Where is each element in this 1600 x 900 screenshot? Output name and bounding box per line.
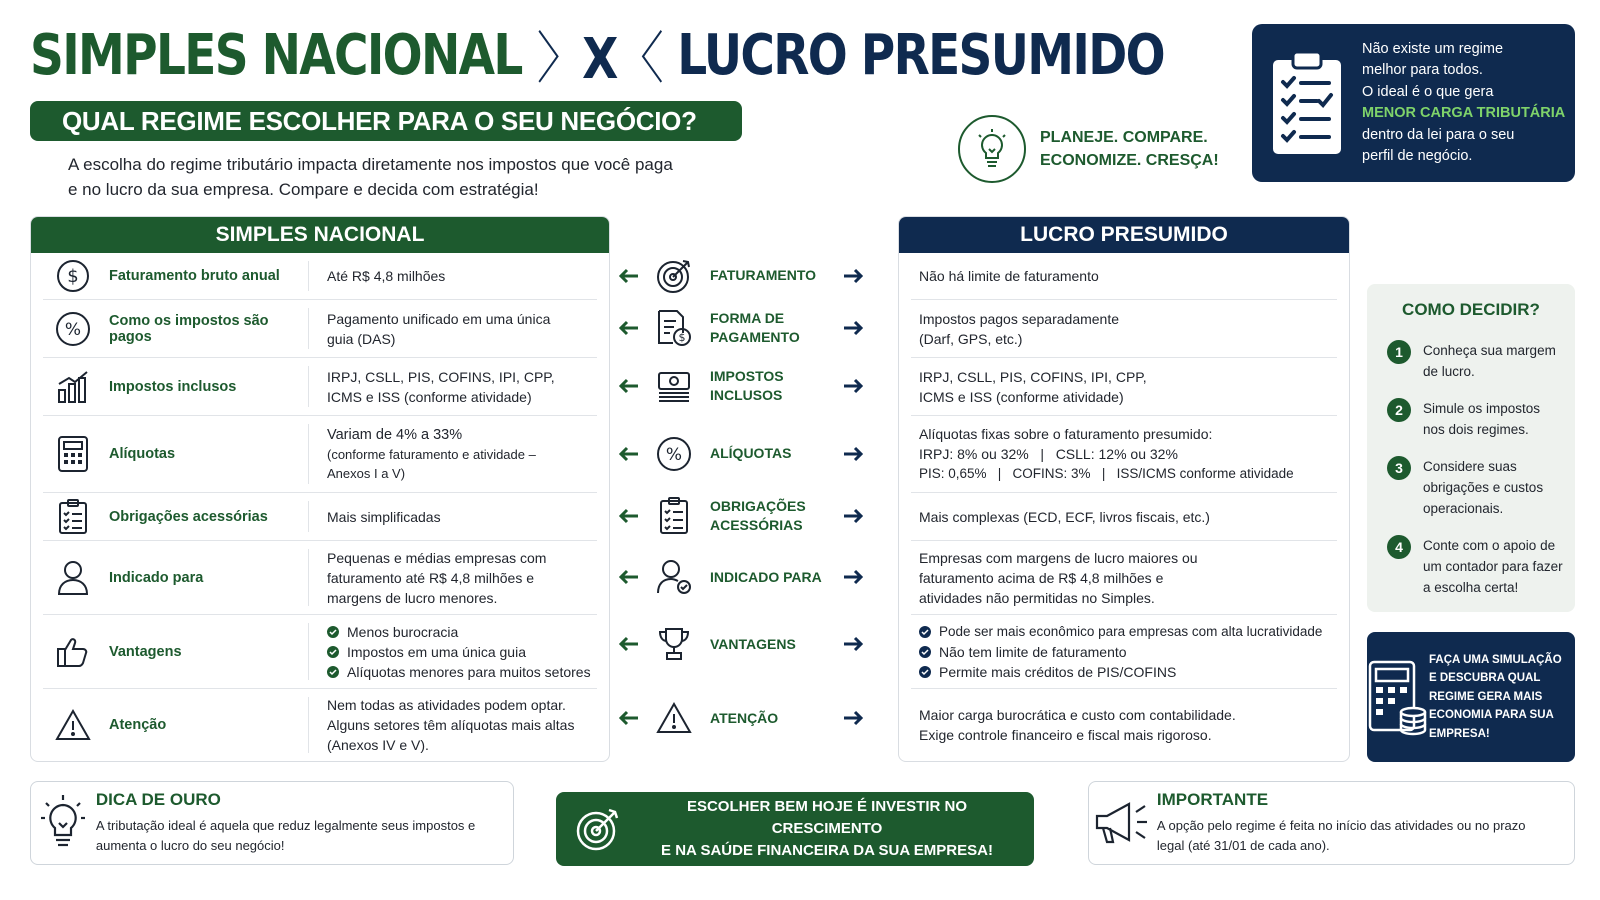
calculator-icon <box>43 435 103 473</box>
percent-icon <box>646 436 702 472</box>
simples-advantage-item: Impostos em uma única guia <box>327 642 597 662</box>
arrow-left-icon <box>612 378 646 394</box>
title-presumido: LUCRO PRESUMIDO <box>677 22 1164 88</box>
decide-title: COMO DECIDIR? <box>1402 300 1540 319</box>
check-icon <box>919 666 931 678</box>
important-title: IMPORTANTE <box>1156 790 1269 809</box>
calculator-coins-icon <box>1367 656 1429 738</box>
check-icon <box>327 666 339 678</box>
compare-row-aliquotas: % ALÍQUOTAS <box>612 415 874 492</box>
compare-row-atencao: ATENÇÃO <box>612 688 874 748</box>
simples-row-impostos: Impostos inclusos IRPJ, CSLL, PIS, COFINS, IPI, CPP, ICMS e ISS (conforme atividade) <box>43 358 597 416</box>
lightbulb-icon <box>958 115 1026 183</box>
compare-row-faturamento: FATURAMENTO <box>612 252 874 299</box>
important-text: A opção pelo regime é feita no início das atividades ou no prazo legal (até 31/01 de cada ano). <box>1156 818 1526 853</box>
subtitle-banner: QUAL REGIME ESCOLHER PARA O SEU NEGÓCIO? <box>30 101 742 141</box>
presumido-row-pagamento: Impostos pagos separadamente (Darf, GPS, etc.) <box>911 300 1337 358</box>
check-icon <box>919 646 931 658</box>
simples-row-aliquotas: Alíquotas Variam de 4% a 33% (conforme faturamento e atividade – Anexos I a V) <box>43 416 597 493</box>
arrow-left-icon <box>612 710 646 726</box>
person-check-icon <box>646 559 702 595</box>
presumido-row-aliquotas: Alíquotas fixas sobre o faturamento presumido: IRPJ: 8% ou 32% | CSLL: 12% ou 32% PIS: 0,65% | COFINS: 3% | ISS/ICMS conforme atividade <box>911 416 1337 493</box>
simples-row-faturamento: $ Faturamento bruto anual Até R$ 4,8 milhões <box>43 253 597 300</box>
presumido-row-indicado: Empresas com margens de lucro maiores ou faturamento acima de R$ 4,8 milhões e atividades não permitidas no Simples. <box>911 541 1337 615</box>
presumido-row-vantagens <box>911 615 1337 689</box>
simples-row-obrigacoes: Obrigações acessórias Mais simplificadas <box>43 493 597 541</box>
dollar-icon <box>43 259 103 293</box>
arrow-right-icon <box>836 268 870 284</box>
presumido-row-atencao: Maior carga burocrática e custo com contabilidade. Exige controle financeiro e fiscal mais rigoroso. <box>919 707 1236 743</box>
arrow-right-icon <box>836 446 870 462</box>
compare-row-obrigacoes: OBRIGAÇÕES ACESSÓRIAS <box>612 492 874 540</box>
decide-step: 3 Considere suas obrigações e custos operacionais. <box>1387 456 1565 519</box>
warning-icon <box>43 709 103 741</box>
arrow-left-icon <box>612 636 646 652</box>
presumido-row-obrigacoes: Mais complexas (ECD, ECF, livros fiscais, etc.) <box>911 493 1337 541</box>
intro-text: A escolha do regime tributário impacta diretamente nos impostos que você paga e no lucro da sua empresa. Compare e decida com estratégia! <box>68 155 673 199</box>
cta-line2: E NA SAÚDE FINANCEIRA DA SUA EMPRESA! <box>661 842 993 859</box>
target-icon <box>646 258 702 294</box>
simples-panel-title: SIMPLES NACIONAL <box>31 217 609 253</box>
slogan-line2: ECONOMIZE. CRESÇA! <box>1040 152 1219 169</box>
arrow-left-icon <box>612 268 646 284</box>
warning-icon <box>646 702 702 734</box>
info-box: Não existe um regime melhor para todos. O ideal é o que gera MENOR CARGA TRIBUTÁRIA dentro da lei para o seu perfil de negócio. <box>1252 24 1575 182</box>
presumido-row-impostos: IRPJ, CSLL, PIS, COFINS, IPI, CPP, ICMS e ISS (conforme atividade) <box>911 358 1337 416</box>
title-versus: 〉X〈 <box>536 27 663 92</box>
lucro-presumido-panel <box>898 216 1350 762</box>
bar-chart-icon <box>43 370 103 404</box>
arrow-right-icon <box>836 636 870 652</box>
megaphone-icon <box>1089 798 1157 848</box>
simples-row-pagamento: % Como os impostos são pagos Pagamento unificado em uma única guia (DAS) <box>43 300 597 358</box>
clipboard-checklist-icon <box>1252 48 1362 158</box>
compare-row-pagamento: $ FORMA DE PAGAMENTO <box>612 299 874 357</box>
arrow-left-icon <box>612 569 646 585</box>
presumido-panel-title: LUCRO PRESUMIDO <box>899 217 1349 253</box>
person-icon <box>43 560 103 596</box>
target-icon <box>556 806 640 852</box>
tip-text: A tributação ideal é aquela que reduz legalmente seus impostos e aumenta o lucro do seu negócio! <box>95 818 476 853</box>
percent-circle-icon <box>43 311 103 347</box>
arrow-right-icon <box>836 378 870 394</box>
highlight-text: MENOR CARGA TRIBUTÁRIA <box>1362 105 1566 121</box>
how-to-decide-box <box>1367 284 1575 612</box>
compare-row-impostos: IMPOSTOS INCLUSOS <box>612 357 874 415</box>
title-simples: SIMPLES NACIONAL <box>30 22 522 88</box>
presumido-row-faturamento: Não há limite de faturamento <box>911 253 1337 300</box>
check-icon <box>327 626 339 638</box>
tip-title: DICA DE OURO <box>95 790 221 809</box>
arrow-right-icon <box>836 508 870 524</box>
simples-row-vantagens: Vantagens Menos burocracia Impostos em uma única guia Alíquotas menores para muitos setores <box>43 615 597 689</box>
presumido-advantage-item: Pode ser mais econômico para empresas com alta lucratividade <box>919 622 1322 642</box>
svg-text:%: % <box>64 319 82 340</box>
svg-text:$: $ <box>678 331 686 344</box>
simples-advantage-item: Alíquotas menores para muitos setores <box>327 662 597 682</box>
important-card <box>1088 781 1575 865</box>
simples-advantage-item: Menos burocracia <box>327 622 597 642</box>
decide-step: 2 Simule os impostos nos dois regimes. <box>1387 398 1565 440</box>
arrow-left-icon <box>612 446 646 462</box>
arrow-right-icon <box>836 710 870 726</box>
money-stack-icon <box>646 369 702 403</box>
decide-step: 1 Conheça sua margem de lucro. <box>1387 340 1565 382</box>
presumido-advantage-item: Permite mais créditos de PIS/COFINS <box>919 662 1322 682</box>
page-title <box>30 20 1164 90</box>
arrow-right-icon <box>836 569 870 585</box>
cta-line1: ESCOLHER BEM HOJE É INVESTIR NO CRESCIMENTO <box>686 798 968 837</box>
slogan-line1: PLANEJE. COMPARE. <box>1040 129 1208 146</box>
lightbulb-icon <box>31 795 96 851</box>
thumbs-up-icon <box>43 635 103 669</box>
compare-row-indicado: INDICADO PARA <box>612 540 874 614</box>
simples-nacional-panel <box>30 216 610 762</box>
arrow-left-icon <box>612 320 646 336</box>
arrow-right-icon <box>836 320 870 336</box>
svg-text:%: % <box>665 444 683 465</box>
svg-text:$: $ <box>67 266 79 287</box>
check-icon <box>327 646 339 658</box>
simples-row-indicado: Indicado para Pequenas e médias empresas com faturamento até R$ 4,8 milhões e margens de lucro menores. <box>43 541 597 615</box>
checklist-icon <box>43 499 103 535</box>
simples-row-atencao: Atenção Nem todas as atividades podem optar. Alguns setores têm alíquotas mais altas (Anexos IV e V). <box>43 689 597 761</box>
compare-row-vantagens: VANTAGENS <box>612 614 874 674</box>
checklist-icon <box>646 497 702 535</box>
check-icon <box>919 626 931 638</box>
arrow-left-icon <box>612 508 646 524</box>
simulation-text: FAÇA UMA SIMULAÇÃO E DESCUBRA QUAL REGIME GERA MAIS ECONOMIA PARA SUA EMPRESA! <box>1429 653 1562 740</box>
simulation-box <box>1367 632 1575 762</box>
golden-tip-card <box>30 781 514 865</box>
invoice-icon <box>646 309 702 347</box>
decide-step: 4 Conte com o apoio de um contador para fazer a escolha certa! <box>1387 535 1565 598</box>
slogan <box>958 115 1219 183</box>
cta-banner <box>556 792 1034 866</box>
presumido-advantage-item: Não tem limite de faturamento <box>919 642 1322 662</box>
trophy-icon <box>646 626 702 662</box>
